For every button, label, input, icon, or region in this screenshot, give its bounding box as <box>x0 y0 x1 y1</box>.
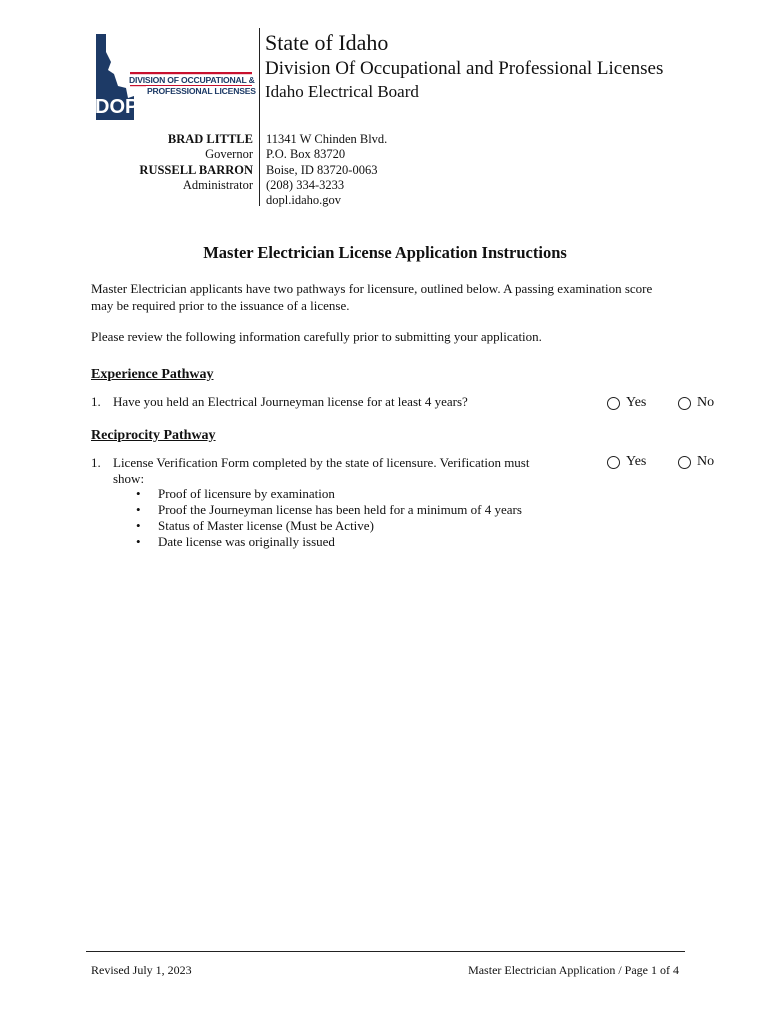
division-title: Division Of Occupational and Professional Licenses <box>265 58 664 79</box>
website-link[interactable]: dopl.idaho.gov <box>266 193 341 208</box>
list-item: • Proof the Journeyman license has been held for a minimum of 4 years <box>136 502 522 518</box>
logo-line-2: PROFESSIONAL LICENSES <box>147 86 256 96</box>
address-line-1: 11341 W Chinden Blvd. <box>266 132 388 146</box>
intro-line-2: may be required prior to the issuance of a license. <box>91 297 350 313</box>
verification-requirements-list <box>136 486 522 550</box>
officials-block <box>53 132 253 193</box>
list-item: • Proof of licensure by examination <box>136 486 522 502</box>
experience-no-option[interactable] <box>678 395 714 411</box>
logo-line-1: DIVISION OF OCCUPATIONAL & <box>129 75 255 85</box>
dopl-logo <box>94 34 256 120</box>
governor-title: Governor <box>205 147 253 162</box>
question-number: 1. <box>91 455 101 470</box>
administrator-name: RUSSELL BARRON <box>139 162 253 177</box>
review-note: Please review the following information carefully prior to submitting your application. <box>91 329 542 344</box>
question-number: 1. <box>91 394 101 409</box>
revision-date: Revised July 1, 2023 <box>91 963 192 977</box>
phone-number: (208) 334-3233 <box>266 177 345 192</box>
logo-abbr: DOPL <box>95 96 151 118</box>
list-item: • Date license was originally issued <box>136 534 522 550</box>
experience-question <box>91 394 468 410</box>
reciprocity-heading: Reciprocity Pathway <box>91 428 216 443</box>
reciprocity-yes-radio[interactable] <box>607 456 620 469</box>
reciprocity-question-line-2: show: <box>113 471 145 486</box>
experience-no-radio[interactable] <box>678 397 691 410</box>
intro-line-1: Master Electrician applicants have two pathways for licensure, outlined below. A passing examination score <box>91 281 653 296</box>
reciprocity-yes-option[interactable] <box>607 454 646 470</box>
page-indicator: Master Electrician Application / Page 1 of 4 <box>468 963 679 977</box>
intro-paragraph <box>91 281 691 314</box>
footer-divider <box>86 951 685 952</box>
experience-heading: Experience Pathway <box>91 367 214 382</box>
experience-yes-radio[interactable] <box>607 397 620 410</box>
state-title: State of Idaho <box>265 30 389 55</box>
board-title: Idaho Electrical Board <box>265 82 419 101</box>
address-line-3: Boise, ID 83720-0063 <box>266 162 378 177</box>
administrator-title: Administrator <box>182 177 253 192</box>
document-title: Master Electrician License Application Instructions <box>203 243 567 262</box>
experience-question-text: Have you held an Electrical Journeyman license for at least 4 years? <box>113 394 468 409</box>
address-block <box>266 132 387 208</box>
experience-yes-option[interactable] <box>607 395 646 411</box>
list-item: • Status of Master license (Must be Active) <box>136 518 522 534</box>
experience-no-label: No <box>697 395 715 410</box>
reciprocity-question-line-1: License Verification Form completed by the state of licensure. Verification must <box>113 455 530 470</box>
governor-name: BRAD LITTLE <box>167 132 253 146</box>
reciprocity-yes-label: Yes <box>626 454 647 469</box>
reciprocity-no-label: No <box>697 454 715 469</box>
reciprocity-no-option[interactable] <box>678 454 714 470</box>
address-line-2: P.O. Box 83720 <box>266 147 346 162</box>
reciprocity-no-radio[interactable] <box>678 456 691 469</box>
experience-yes-label: Yes <box>626 395 647 410</box>
reciprocity-question <box>91 455 529 487</box>
header-divider <box>259 28 260 206</box>
